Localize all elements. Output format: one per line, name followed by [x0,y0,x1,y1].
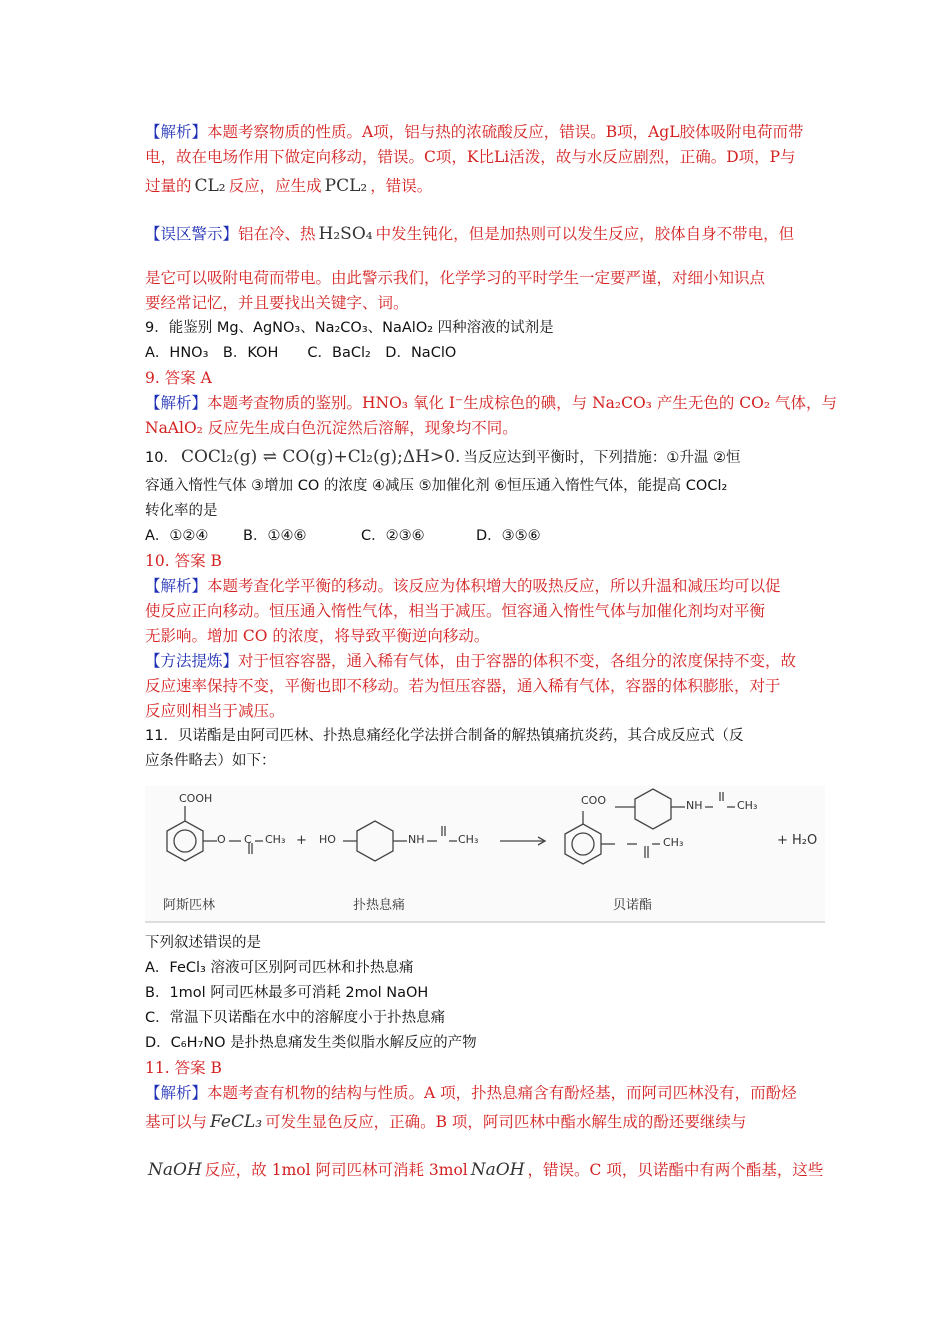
formula-fecl3: FeCL₃ [210,1112,263,1132]
warning-8-line-2: 是它可以吸附电荷而带电。由此警示我们，化学学习的平时学生一定要严谨，对细小知识点 [145,269,766,287]
formula-naoh-2: NaOH [470,1160,525,1180]
aspirin-label: 阿斯匹林 [163,898,216,913]
question-11-stem-2: 应条件略去）如下： [145,753,276,769]
paracetamol-label: 扑热息痛 [353,898,406,913]
question-11-option-d: D．C₆H₇NO 是扑热息痛发生类似脂水解反应的产物 [145,1035,477,1051]
warning-8-line-3: 要经常记忆，并且要找出关键字、词。 [145,294,409,312]
analysis-10-line-1: 【解析】本题考查化学平衡的移动。该反应为体积增大的吸热反应，所以升温和减压均可以促 [145,577,781,595]
question-11-option-b: B．1mol 阿司匹林最多可消耗 2mol NaOH [145,985,429,1001]
question-10-stem-2: 容通入惰性气体 ③增加 CO 的浓度 ④减压 ⑤加催化剂 ⑥恒压通入惰性气体，能提高 COCl₂ [145,478,728,494]
analysis-9-line-2: NaAlO₂ 反应先生成白色沉淀然后溶解，现象均不同。 [145,419,518,437]
paracetamol-ring [357,821,393,861]
question-10-options: A．①②④ B．①④⑥ C．②③⑥ D．③⑤⑥ [145,528,541,544]
analysis-11-line-3: NaOH 反应，故 1mol 阿司匹林可消耗 3mol NaOH ，错误。C 项，贝诺酯中有两个酯基，这些 [145,1154,810,1186]
question-10-stem-1: 10． COCl₂(g) ⇌ CO(g)+Cl₂(g);ΔH>0. 当反应达到平衡时，下列措施：①升温 ②恒 [145,447,741,467]
analysis-10-line-2: 使反应正向移动。恒压通入惰性气体，相当于减压。恒容通入惰性气体与加催化剂均对平衡 [145,602,766,620]
analysis-8-line-1: 【解析】本题考察物质的性质。A项，铝与热的浓硫酸反应，错误。B项，AgL胶体吸附电荷而带 [145,123,804,141]
analysis-tag: 【解析】 [145,123,208,141]
analysis-10-line-3: 无影响。增加 CO 的浓度，将导致平衡逆向移动。 [145,627,490,645]
analysis-8-line-3: 过量的 CL₂ 反应，应生成 PCL₂ ，错误。 [145,176,433,196]
reaction-scheme [145,786,825,921]
equilibrium-equation: COCl₂(g) ⇌ CO(g)+Cl₂(g);ΔH>0. [180,447,461,467]
analysis-11-line-2: 基可以与 FeCL₃ 可发生显色反应，正确。B 项，阿司匹林中酯水解生成的酚还要继续与 [145,1112,747,1132]
benorilate-label: 贝诺酯 [613,898,653,913]
question-10-answer: 10. 答案 B [145,552,222,570]
document-page [145,120,837,1186]
aspirin-ring [167,821,203,861]
question-11-stem-1: 11．贝诺酯是由阿司匹林、扑热息痛经化学法拼合制备的解热镇痛抗炎药，其合成反应式（反 [145,728,744,744]
formula-h2so4: H₂SO₄ [318,224,373,244]
benorilate-ring-1 [565,824,601,864]
question-11-option-a: A．FeCl₃ 溶液可区别阿司匹林和扑热息痛 [145,960,414,976]
reaction-figure: COOH O C CH₃ + HO NH CH₃ COO NH CH₃ CH₃ + H₂O 阿斯匹林 扑热息痛 贝诺酯 [145,786,825,923]
method-10-line-1: 【方法提炼】对于恒容容器，通入稀有气体，由于容器的体积不变，各组分的浓度保持不变，故 [145,652,797,670]
analysis-8-line-2: 电，故在电场作用下做定向移动，错误。C项，K比Li活泼，故与水反应剧烈，正确。D项，P与 [145,148,796,166]
question-9-answer: 9. 答案 A [145,369,212,387]
question-11-ask: 下列叙述错误的是 [145,935,261,951]
formula-naoh: NaOH [148,1160,202,1180]
method-10-line-2: 反应速率保持不变，平衡也即不移动。若为恒压容器，通入稀有气体，容器的体积膨胀，对于 [145,677,781,695]
question-11-option-c: C．常温下贝诺酯在水中的溶解度小于扑热息痛 [145,1010,446,1026]
method-10-line-3: 反应则相当于减压。 [145,702,285,720]
formula-cl2: CL₂ [194,176,226,196]
analysis-11-line-1: 【解析】本题考查有机物的结构与性质。A 项，扑热息痛含有酚烃基，而阿司匹林没有，而酚烃 [145,1084,797,1102]
warning-tag: 【误区警示】 [145,225,239,243]
question-10-stem-3: 转化率的是 [145,503,218,519]
question-9-options: A．HNO₃ B．KOH C．BaCl₂ D．NaClO [145,345,457,361]
question-9-stem: 9．能鉴别 Mg、AgNO₃、Na₂CO₃、NaAlO₂ 四种溶液的试剂是 [145,320,554,336]
formula-pcl2: PCL₂ [324,176,368,196]
question-11-answer: 11. 答案 B [145,1059,222,1077]
warning-8-line-1: 【误区警示】铝在冷、热 H₂SO₄ 中发生钝化，但是加热则可以发生反应，胶体自身不带电，但 [145,224,795,244]
benorilate-ring-2 [635,789,671,829]
analysis-9-line-1: 【解析】本题考查物质的鉴别。HNO₃ 氧化 I⁻生成棕色的碘，与 Na₂CO₃ 产生无色的 CO₂ 气体，与 [145,394,837,412]
